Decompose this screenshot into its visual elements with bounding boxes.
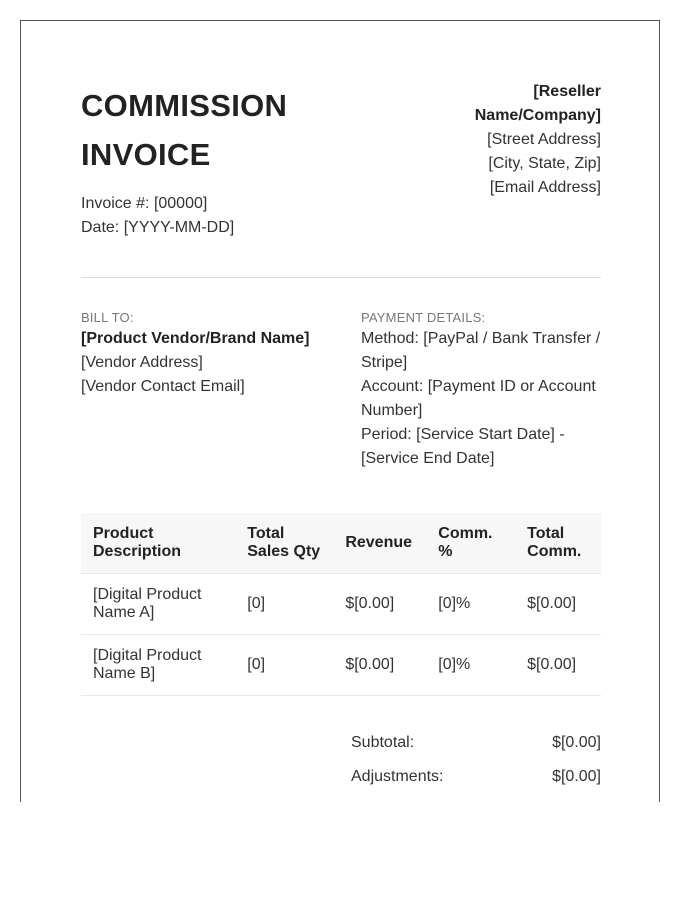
table-row <box>81 574 601 635</box>
cell-revenue: $[0.00] <box>333 574 426 635</box>
cell-total-sales-qty: [0] <box>235 574 333 635</box>
header-comm-percent: Comm. % <box>426 513 515 574</box>
invoice-number-value: [00000] <box>153 195 208 212</box>
invoice-date-label: Date: <box>81 219 120 236</box>
vendor-email: [Vendor Contact Email] <box>81 378 245 395</box>
payment-period <box>361 423 606 471</box>
cell-product-description: [Digital Product Name B] <box>81 635 235 696</box>
header-total-sales-qty: Total Sales Qty <box>235 513 333 574</box>
payment-period-label: Period: <box>361 426 412 443</box>
invoice-title-line2: INVOICE <box>81 137 211 172</box>
cell-total-comm: $[0.00] <box>515 574 601 635</box>
invoice-number <box>81 192 234 216</box>
commission-table <box>81 513 601 696</box>
table-header-row <box>81 513 601 574</box>
table-row <box>81 635 601 696</box>
invoice-meta <box>81 192 234 240</box>
subtotal-label: Subtotal: <box>351 734 415 751</box>
adjustments-label: Adjustments: <box>351 768 444 785</box>
payment-method <box>361 327 606 375</box>
payment-account-label: Account: <box>361 378 424 395</box>
invoice-title-line1: COMMISSION <box>81 88 288 123</box>
invoice-number-label: Invoice #: <box>81 195 150 212</box>
payment-method-label: Method: <box>361 330 419 347</box>
reseller-email: [Email Address] <box>489 179 601 196</box>
invoice-date <box>81 216 234 240</box>
reseller-name-line1: [Reseller <box>533 83 601 100</box>
cell-total-sales-qty: [0] <box>235 635 333 696</box>
reseller-block <box>401 80 601 200</box>
adjustments-row <box>351 766 601 800</box>
vendor-name: [Product Vendor/Brand Name] <box>81 330 310 347</box>
payment-details-section <box>361 309 606 471</box>
reseller-name-line2: Name/Company] <box>474 107 601 124</box>
payment-account <box>361 375 606 423</box>
cell-product-description: [Digital Product Name A] <box>81 574 235 635</box>
payment-account-value: [Payment ID or Account Number] <box>361 378 596 419</box>
cell-revenue: $[0.00] <box>333 635 426 696</box>
bill-to-section <box>81 309 341 399</box>
header-total-comm: Total Comm. <box>515 513 601 574</box>
reseller-city: [City, State, Zip] <box>488 155 601 172</box>
cell-comm-percent: [0]% <box>426 635 515 696</box>
vendor-address: [Vendor Address] <box>81 354 203 371</box>
payment-period-value: [Service Start Date] - [Service End Date] <box>361 426 565 467</box>
reseller-street: [Street Address] <box>487 131 601 148</box>
header-revenue: Revenue <box>333 513 426 574</box>
subtotal-row <box>351 732 601 766</box>
invoice-date-value: [YYYY-MM-DD] <box>123 219 235 236</box>
header-product-description: Product Description <box>81 513 235 574</box>
payment-method-value: [PayPal / Bank Transfer / Stripe] <box>361 330 601 371</box>
adjustments-value: $[0.00] <box>552 768 601 785</box>
payment-details-label: PAYMENT DETAILS: <box>361 310 486 325</box>
header-divider <box>81 277 601 278</box>
reseller-name <box>401 80 601 128</box>
cell-comm-percent: [0]% <box>426 574 515 635</box>
invoice-page <box>20 20 660 802</box>
subtotal-value: $[0.00] <box>552 734 601 751</box>
cell-total-comm: $[0.00] <box>515 635 601 696</box>
bill-to-label: BILL TO: <box>81 310 134 325</box>
totals-block <box>351 732 601 800</box>
invoice-title <box>81 81 381 179</box>
